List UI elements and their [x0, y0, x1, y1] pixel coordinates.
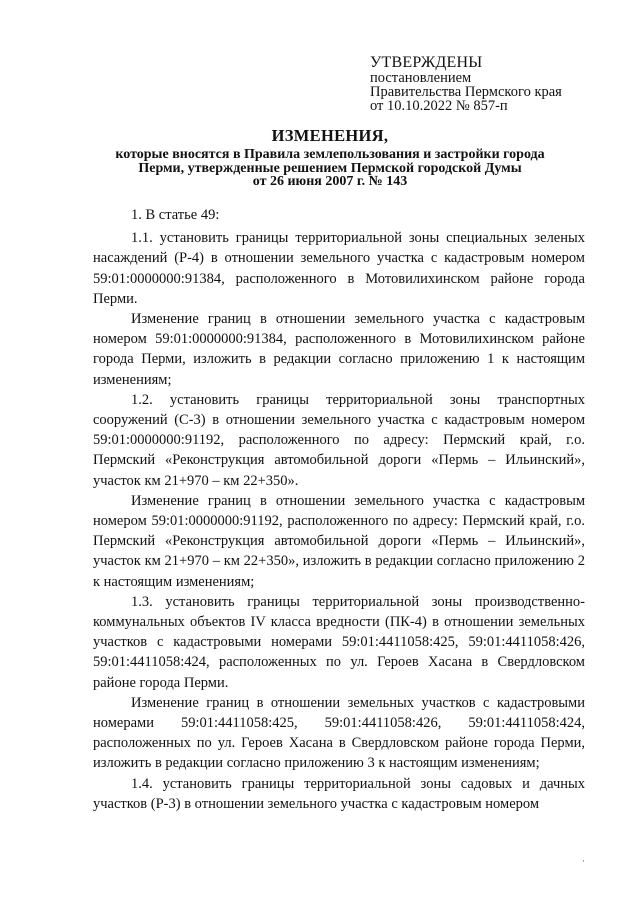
document-body: [93, 205, 585, 814]
title-sub-line-1: которые вносятся в Правила землепользования и застройки города: [115, 147, 545, 162]
approval-stamp: [370, 54, 620, 113]
approval-line-1: постановлением: [370, 70, 472, 86]
title-sub-line-3: от 26 июня 2007 г. № 143: [252, 174, 408, 189]
paragraph-4: 1.2. установить границы территориальной зоны транспортных сооружений (С-3) в отношении земельного участка с кадастровым номером 59:01:0000000:91192, расположенного по адресу: Пермский край, г.о. Пермский «Реконструкция автомобильной дороги «Пермь – Ильинский», участок км 21+970 – км 22+350».: [93, 391, 585, 489]
paragraph-3: Изменение границ в отношении земельного участка с кадастровым номером 59:01:0000000:91384, расположенного в Мотовилихинском районе города Перми, изложить в редакции согласно приложению 1 к настоящим изменениям;: [93, 311, 585, 388]
paragraph-6: 1.3. установить границы территориальной зоны производственно-коммунальных объектов IV класса вредности (ПК-4) в отношении земельных участков с кадастровыми номерами 59:01:4411058:425, 59:01:4411058:426, 59:01:4411058:424, расположенных по ул. Героев Хасана в Свердловском районе города Перми.: [93, 593, 585, 691]
title-sub-line-2: Перми, утвержденные решением Пермской городской Думы: [138, 160, 522, 176]
paragraph-1: 1. В статье 49:: [131, 207, 220, 223]
scan-mark: ·: [582, 856, 585, 866]
document-title: [80, 126, 580, 189]
approval-line-3: от 10.10.2022 № 857-п: [370, 98, 508, 114]
approval-heading: УТВЕРЖДЕНЫ: [370, 54, 483, 71]
approval-line-2: Правительства Пермского края: [370, 84, 562, 100]
paragraph-5: Изменение границ в отношении земельного участка с кадастровым номером 59:01:0000000:91192, расположенного по адресу: Пермский край, г.о. Пермский «Реконструкция автомобильной дороги «Пермь – Ильинский», участок км 21+970 – км 22+350», изложить в редакции согласно приложению 2 к настоящим изменениям;: [93, 492, 585, 590]
title-main: ИЗМЕНЕНИЯ,: [271, 126, 389, 145]
paragraph-2: 1.1. установить границы территориальной зоны специальных зеленых насаждений (Р-4) в отношении земельного участка с кадастровым номером 59:01:0000000:91384, расположенного в Мотовилихинском районе города Перми.: [93, 230, 585, 307]
paragraph-8: 1.4. установить границы территориальной зоны садовых и дачных участков (Р-3) в отношении земельного участка с кадастровым номером: [93, 775, 585, 812]
paragraph-7: Изменение границ в отношении земельных участков с кадастровыми номерами 59:01:4411058:425, 59:01:4411058:426, 59:01:4411058:424, расположенных по ул. Героев Хасана в Свердловском районе города Перми, изложить в редакции согласно приложению 3 к настоящим изменениям;: [93, 694, 585, 772]
